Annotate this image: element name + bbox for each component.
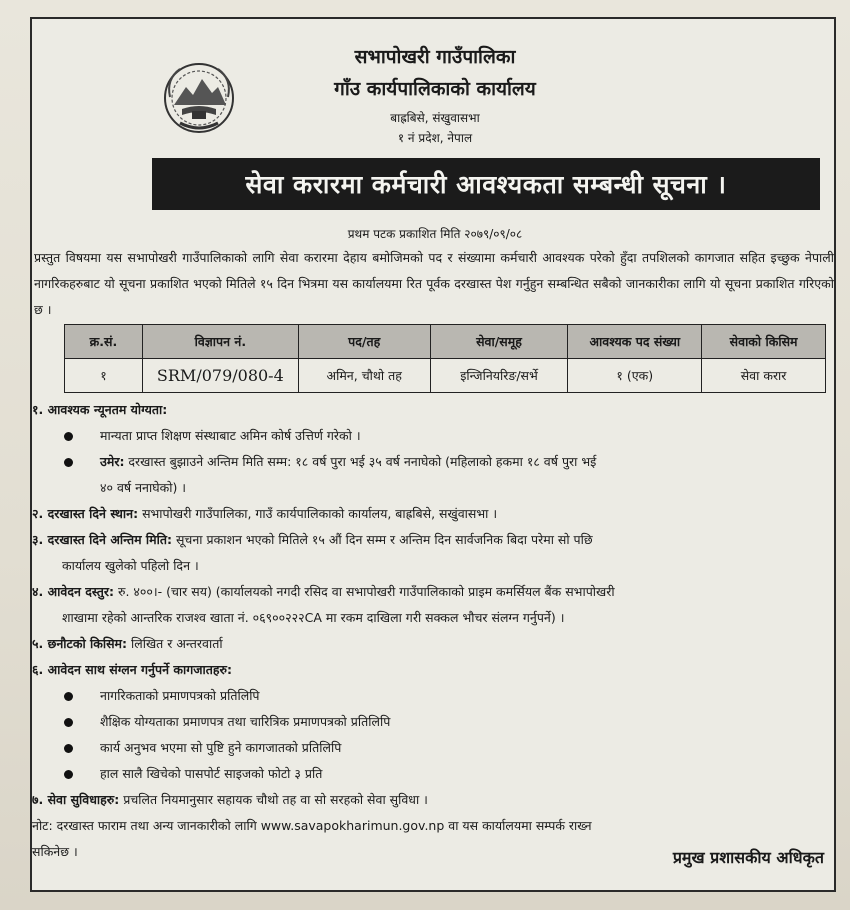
bullet-dot-icon <box>64 770 73 779</box>
list-item-text <box>100 449 830 475</box>
note <box>32 813 832 839</box>
note-text-line1: नोट: दरखास्त फाराम तथा अन्य जानकारीको लागि www.savapokharimun.gov.np वा यस कार्यालयमा सम्पर्क राख्न <box>32 818 592 833</box>
section-1-title <box>32 397 832 423</box>
intro-paragraph: प्रस्तुत विषयमा यस सभापोखरी गाउँपालिकाको लागि सेवा करारमा देहाय बमोजिमको पद र संख्यामा कर्मचारी आवश्यक परेको हुँदा तपशिलको कागजात सहित इच्छुक नेपाली नागरिकहरुबाट यो सूचना प्रकाशित भएको मितिले १५ दिन भित्रमा यस कार्यालयमा रित पूर्वक दरखास्त पेश गर्नुहुन सम्बन्धित सबैको जानकारीका लागि यो सूचना प्रकाशित गरिएको छ । <box>34 250 834 317</box>
cell-ad-no: SRM/079/080-4 <box>142 359 298 393</box>
office-name: गाँउ कार्यपालिकाको कार्यालय <box>334 78 536 100</box>
list-item-text: नागरिकताको प्रमाणपत्रको प्रतिलिपि <box>100 688 260 703</box>
publication-date: प्रथम पटक प्रकाशित मिति २०७९/०९/०८ <box>347 227 523 241</box>
section-4-text-line2: शाखामा रहेको आन्तरिक राजश्व खाता नं. ०६९००२२२CA मा रकम दाखिला गरी सक्कल भौचर संलग्न गर्नुपर्ने) । <box>62 610 565 625</box>
section-7 <box>32 787 832 813</box>
section-2 <box>32 501 832 527</box>
section-3-label: ३. दरखास्त दिने अन्तिम मिति: <box>32 532 172 547</box>
section-5-label: ५. छनौटको किसिम: <box>32 636 128 651</box>
list-item-text: शैक्षिक योग्यताका प्रमाणपत्र तथा चारित्रिक प्रमाणपत्रको प्रतिलिपि <box>100 714 391 729</box>
vacancy-table <box>64 324 826 393</box>
bullet-dot-icon <box>64 744 73 753</box>
col-header-service: सेवा/समूह <box>430 325 568 359</box>
note-text-line2: सकिनेछ । <box>32 844 78 859</box>
section-4-text-line1: रु. ४००।- (चार सय) (कार्यालयको नगदी रसिद वा सभापोखरी गाउँपालिकाको प्राइम कमर्सियल बैंक सभापोखरी <box>114 584 615 599</box>
age-label: उमेर: <box>100 454 125 469</box>
col-header-post: पद/तह <box>298 325 430 359</box>
col-header-ad-no: विज्ञापन नं. <box>142 325 298 359</box>
section-3-text-line2: कार्यालय खुलेको पहिलो दिन । <box>62 558 199 573</box>
section-3-text-line1: सूचना प्रकाशन भएको मितिले १५ औं दिन सम्म र अन्तिम दिन सार्वजनिक बिदा परेमा सो पछि <box>171 532 593 547</box>
bullet-dot-icon <box>64 718 73 727</box>
cell-sn: १ <box>65 359 143 393</box>
list-item-text: कार्य अनुभव भएमा सो पुष्टि हुने कागजातको प्रतिलिपि <box>100 740 342 755</box>
section-6-title-text: ६. आवेदन साथ संग्लन गर्नुपर्ने कागजातहरु: <box>32 662 232 677</box>
cell-count: १ (एक) <box>568 359 702 393</box>
cell-type: सेवा करार <box>702 359 826 393</box>
section-2-label: २. दरखास्त दिने स्थान: <box>32 506 139 521</box>
section-1-title-text: १. आवश्यक न्यूनतम योग्यता: <box>32 402 168 417</box>
section-3 <box>32 527 832 553</box>
section-7-text: प्रचलित नियमानुसार सहायक चौथो तह वा सो सरहको सेवा सुविधा । <box>119 792 428 807</box>
list-item-text: हाल सालै खिचेको पासपोर्ट साइजको फोटो ३ प्रति <box>100 766 323 781</box>
section-5 <box>32 631 832 657</box>
signature-title: प्रमुख प्रशासकीय अधिकृत <box>672 848 824 867</box>
cell-post: अमिन, चौथो तह <box>298 359 430 393</box>
municipality-name: सभापोखरी गाउँपालिका <box>354 46 516 68</box>
col-header-sn: क्र.सं. <box>65 325 143 359</box>
col-header-type: सेवाको किसिम <box>702 325 826 359</box>
col-header-count: आवश्यक पद संख्या <box>568 325 702 359</box>
bullet-dot-icon <box>64 458 73 467</box>
notice-title-banner: सेवा करारमा कर्मचारी आवश्यकता सम्बन्धी सूचना । <box>152 158 820 210</box>
bullet-dot-icon <box>64 692 73 701</box>
section-2-text: सभापोखरी गाउँपालिका, गाउँ कार्यपालिकाको कार्यालय, बाह्रबिसे, सखुंवासभा । <box>138 506 498 521</box>
notice-header <box>32 19 834 154</box>
section-7-label: ७. सेवा सुविधाहरु: <box>32 792 120 807</box>
office-address: बाह्रबिसे, संखुवासभा <box>390 111 480 125</box>
age-text-line1: दरखास्त बुझाउने अन्तिम मिति सम्म: १८ वर्ष पुरा भई ३५ वर्ष ननाघेको (महिलाको हकमा १८ वर्ष पुरा भई <box>124 454 597 469</box>
table-header-row <box>65 325 826 359</box>
section-5-text: लिखित र अन्तरवार्ता <box>127 636 223 651</box>
section-4-label: ४. आवेदन दस्तुर: <box>32 584 114 599</box>
bullet-dot-icon <box>64 432 73 441</box>
table-row <box>65 359 826 393</box>
section-3-cont <box>62 553 832 579</box>
notice-frame <box>30 17 836 892</box>
cell-service: इन्जिनियरिङ/सर्भे <box>430 359 568 393</box>
age-text-line2: ४० वर्ष ननाघेको) । <box>100 480 187 495</box>
section-6-title <box>32 657 832 683</box>
province-name: १ नं प्रदेश, नेपाल <box>397 131 473 145</box>
section-4 <box>32 579 832 605</box>
section-4-cont <box>62 605 832 631</box>
list-item-text: मान्यता प्राप्त शिक्षण संस्थाबाट अमिन कोर्ष उत्तिर्ण गरेको । <box>100 428 361 443</box>
